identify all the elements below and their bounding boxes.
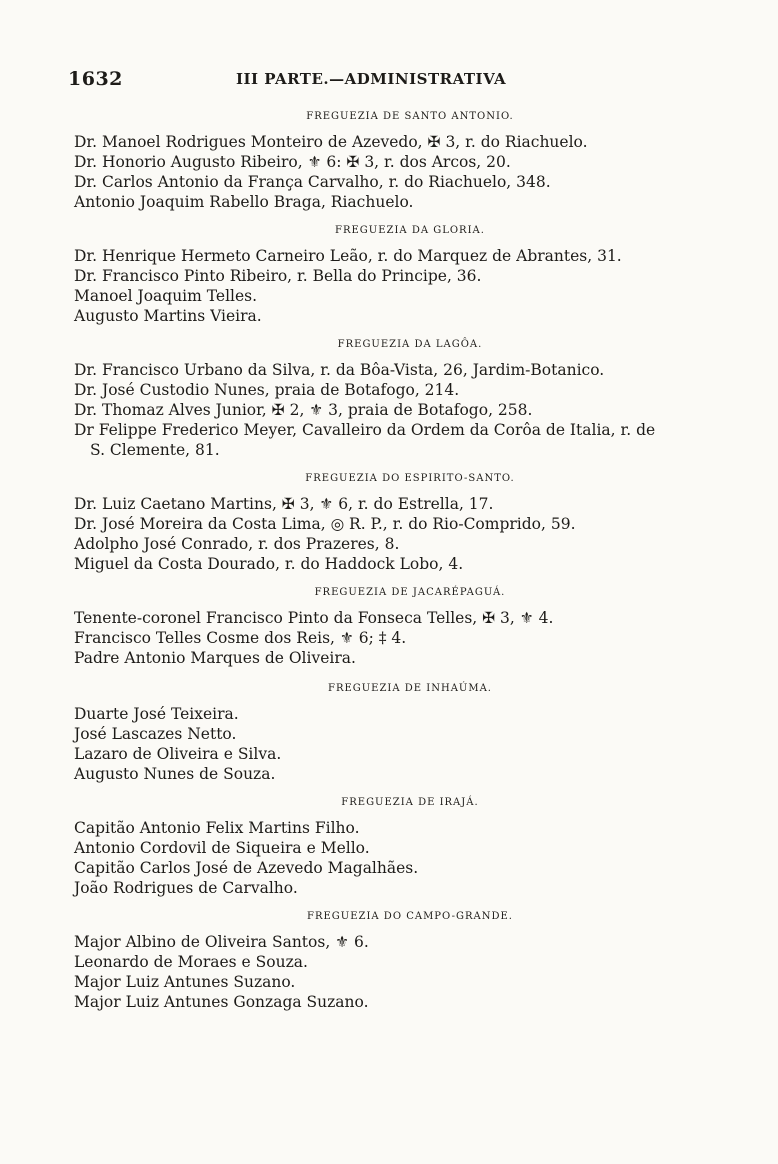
page-header xyxy=(68,68,688,90)
list-item: Capitão Carlos José de Azevedo Magalhães. xyxy=(74,859,419,877)
list-item: Major Luiz Antunes Gonzaga Suzano. xyxy=(74,993,369,1011)
list-item: Miguel da Costa Dourado, r. do Haddock Lobo, 4. xyxy=(74,555,464,573)
list-item: Dr Felippe Frederico Meyer, Cavalleiro da Ordem da Corôa de Italia, r. de xyxy=(74,421,656,439)
section-heading: FREGUEZIA DE JACARÉPAGUÁ. xyxy=(314,587,506,598)
list-item: Manoel Joaquim Telles. xyxy=(74,287,258,305)
list-item: Dr. Manoel Rodrigues Monteiro de Azevedo, ✠ 3, r. do Riachuelo. xyxy=(74,133,588,151)
list-item: Major Luiz Antunes Suzano. xyxy=(74,973,296,991)
list-item: Tenente-coronel Francisco Pinto da Fonseca Telles, ✠ 3, ⚜ 4. xyxy=(74,609,554,627)
list-item: Dr. Carlos Antonio da França Carvalho, r. do Riachuelo, 348. xyxy=(74,173,551,191)
section-heading: FREGUEZIA DO CAMPO-GRANDE. xyxy=(307,911,513,922)
section-heading: FREGUEZIA DE INHAÚMA. xyxy=(328,683,492,694)
page-content xyxy=(70,110,720,1012)
list-item: Capitão Antonio Felix Martins Filho. xyxy=(74,819,360,837)
list-item: Dr. Henrique Hermeto Carneiro Leão, r. do Marquez de Abrantes, 31. xyxy=(74,247,622,265)
list-item: Dr. Francisco Pinto Ribeiro, r. Bella do Principe, 36. xyxy=(74,267,482,285)
list-item: Dr. José Custodio Nunes, praia de Botafogo, 214. xyxy=(74,381,460,399)
section-campo-grande xyxy=(70,910,720,1012)
section-jacarepagua xyxy=(70,586,720,668)
list-item-continuation: S. Clemente, 81. xyxy=(90,441,220,459)
list-item: Antonio Cordovil de Siqueira e Mello. xyxy=(74,839,370,857)
page-number: 1632 xyxy=(68,68,123,90)
list-item: Dr. Luiz Caetano Martins, ✠ 3, ⚜ 6, r. do Estrella, 17. xyxy=(74,495,494,513)
list-item: Adolpho José Conrado, r. dos Prazeres, 8. xyxy=(74,535,400,553)
list-item: João Rodrigues de Carvalho. xyxy=(74,879,298,897)
list-item: Augusto Martins Vieira. xyxy=(74,307,262,325)
list-item: Padre Antonio Marques de Oliveira. xyxy=(74,649,356,667)
list-item: Leonardo de Moraes e Souza. xyxy=(74,953,308,971)
section-heading: FREGUEZIA DE IRAJÁ. xyxy=(341,797,479,808)
list-item: Dr. Thomaz Alves Junior, ✠ 2, ⚜ 3, praia de Botafogo, 258. xyxy=(74,401,533,419)
section-heading: FREGUEZIA DO ESPIRITO-SANTO. xyxy=(305,473,515,484)
section-lagoa xyxy=(70,338,720,460)
section-iraja xyxy=(70,796,720,898)
section-santo-antonio xyxy=(70,110,720,212)
list-item: Duarte José Teixeira. xyxy=(74,705,239,723)
list-item: Dr. Honorio Augusto Ribeiro, ⚜ 6: ✠ 3, r. dos Arcos, 20. xyxy=(74,153,511,171)
list-item: Augusto Nunes de Souza. xyxy=(74,765,276,783)
list-item: Dr. Francisco Urbano da Silva, r. da Bôa-Vista, 26, Jardim-Botanico. xyxy=(74,361,605,379)
list-item: José Lascazes Netto. xyxy=(74,725,237,743)
section-espirito-santo xyxy=(70,472,720,574)
list-item: Francisco Telles Cosme dos Reis, ⚜ 6; ‡ 4. xyxy=(74,629,407,647)
list-item: Dr. José Moreira da Costa Lima, ◎ R. P., r. do Rio-Comprido, 59. xyxy=(74,515,576,533)
list-item: Lazaro de Oliveira e Silva. xyxy=(74,745,282,763)
section-inhauma xyxy=(70,682,720,784)
section-heading: FREGUEZIA DA GLORIA. xyxy=(335,225,485,236)
section-heading: FREGUEZIA DA LAGÔA. xyxy=(337,339,483,350)
part-title: III PARTE.—ADMINISTRATIVA xyxy=(236,70,507,88)
list-item: Antonio Joaquim Rabello Braga, Riachuelo. xyxy=(74,193,414,211)
section-gloria xyxy=(70,224,720,326)
section-heading: FREGUEZIA DE SANTO ANTONIO. xyxy=(306,111,514,122)
list-item: Major Albino de Oliveira Santos, ⚜ 6. xyxy=(74,933,369,951)
